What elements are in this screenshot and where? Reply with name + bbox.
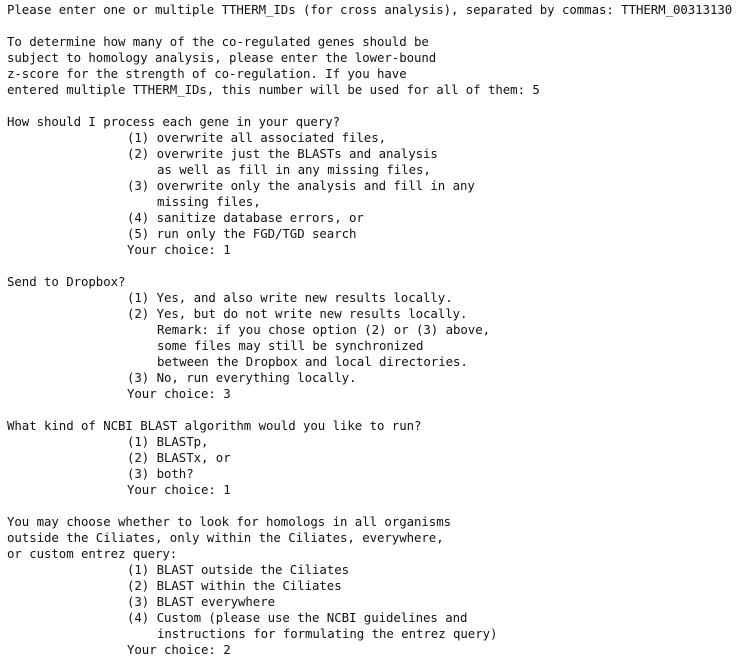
terminal-line: (2) Yes, but do not write new results locally.	[127, 306, 468, 321]
terminal-line: What kind of NCBI BLAST algorithm would you like to run?	[7, 418, 422, 433]
terminal-line: Your choice: 3	[127, 386, 231, 401]
blank-line	[7, 98, 751, 114]
terminal-line: (5) run only the FGD/TGD search	[127, 226, 357, 241]
terminal-line: You may choose whether to look for homologs in all organisms	[7, 514, 451, 529]
terminal-line: (3) BLAST everywhere	[127, 594, 275, 609]
terminal-line: (1) BLAST outside the Ciliates	[127, 562, 349, 577]
terminal-line: missing files,	[157, 194, 261, 209]
terminal-line: (1) Yes, and also write new results locally.	[127, 290, 453, 305]
terminal-line: (3) overwrite only the analysis and fill in any	[127, 178, 475, 193]
terminal-line: Send to Dropbox?	[7, 274, 126, 289]
terminal-line: between the Dropbox and local directories.	[157, 354, 468, 369]
terminal-line: (3) both?	[127, 466, 194, 481]
terminal-line: Your choice: 2	[127, 642, 231, 657]
terminal-line: (3) No, run everything locally.	[127, 370, 357, 385]
blank-line	[7, 498, 751, 514]
terminal-line: (1) BLASTp,	[127, 434, 209, 449]
terminal-line: (2) BLASTx, or	[127, 450, 231, 465]
terminal-line: (4) Custom (please use the NCBI guidelines and	[127, 610, 468, 625]
blank-line	[7, 18, 751, 34]
terminal-line: Please enter one or multiple TTHERM_IDs (for cross analysis), separated by commas: TTHERM_00313130	[7, 2, 733, 17]
blank-line	[7, 258, 751, 274]
terminal-line: (4) sanitize database errors, or	[127, 210, 364, 225]
terminal-line: as well as fill in any missing files,	[157, 162, 431, 177]
terminal-line: Remark: if you chose option (2) or (3) above,	[157, 322, 490, 337]
terminal-line: (2) overwrite just the BLASTs and analysis	[127, 146, 438, 161]
terminal-line: instructions for formulating the entrez query)	[157, 626, 498, 641]
terminal-line: subject to homology analysis, please enter the lower-bound	[7, 50, 437, 65]
terminal-line: (1) overwrite all associated files,	[127, 130, 386, 145]
terminal-line: How should I process each gene in your query?	[7, 114, 340, 129]
terminal-line: some files may still be synchronized	[157, 338, 424, 353]
terminal-line: outside the Ciliates, only within the Ciliates, everywhere,	[7, 530, 444, 545]
terminal-line: (2) BLAST within the Ciliates	[127, 578, 342, 593]
terminal-line: entered multiple TTHERM_IDs, this number will be used for all of them: 5	[7, 82, 540, 97]
terminal-line: Your choice: 1	[127, 242, 231, 257]
terminal-line: Your choice: 1	[127, 482, 231, 497]
blank-line	[7, 402, 751, 418]
terminal-line: or custom entrez query:	[7, 546, 178, 561]
terminal-line: To determine how many of the co-regulated genes should be	[7, 34, 429, 49]
terminal-line: z-score for the strength of co-regulation. If you have	[7, 66, 407, 81]
